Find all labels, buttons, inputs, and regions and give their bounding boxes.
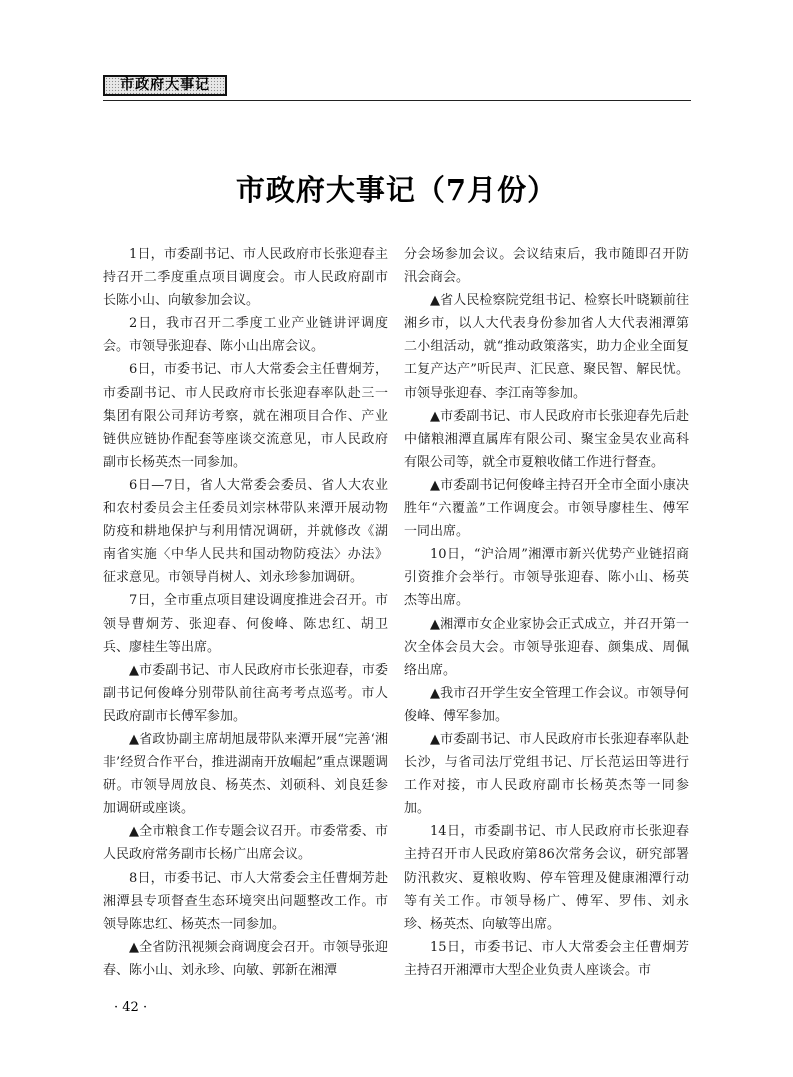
page-number: · 42 · bbox=[114, 1000, 148, 1015]
paragraph: ▲我市召开学生安全管理工作会议。市领导何俊峰、傅军参加。 bbox=[404, 685, 689, 724]
paragraph: ▲市委副书记、市人民政府市长张迎春率队赴长沙，与省司法厅党组书记、厅长范运田等进行工作对接，市人民政府副市长杨英杰等一同参加。 bbox=[404, 731, 689, 817]
paragraph: 6日，市委书记、市人大常委会主任曹炯芳，市委副书记、市人民政府市长张迎春率队赴三一集团有限公司拜访考察，就在湘项目合作、产业链供应链协作配套等座谈交流意见，市人民政府副市长杨英杰一同参加。 bbox=[103, 362, 388, 470]
paragraph: 8日，市委书记、市人大常委会主任曹炯芳赴湘潭县专项督查生态环境突出问题整改工作。市领导陈忠红、杨英杰一同参加。 bbox=[103, 870, 388, 932]
section-header-bar bbox=[103, 72, 691, 101]
right-column bbox=[404, 243, 689, 982]
paragraph: ▲湘潭市女企业家协会正式成立，并召开第一次全体会员大会。市领导张迎春、颜集成、周佩络出席。 bbox=[404, 616, 689, 678]
paragraph: 2日，我市召开二季度工业产业链讲评调度会。市领导张迎春、陈小山出席会议。 bbox=[103, 316, 388, 355]
paragraph: 1日，市委副书记、市人民政府市长张迎春主持召开二季度重点项目调度会。市人民政府副市长陈小山、向敏参加会议。 bbox=[103, 247, 388, 309]
section-tag: 市政府大事记 bbox=[103, 75, 227, 96]
paragraph: 6日—7日，省人大常委会委员、省人大农业和农村委员会主任委员刘宗林带队来潭开展动物防疫和耕地保护与利用情况调研，并就修改《湖南省实施〈中华人民共和国动物防疫法〉办法》征求意见。市领导肖树人、刘永珍参加调研。 bbox=[103, 477, 388, 586]
paragraph: ▲市委副书记、市人民政府市长张迎春先后赴中储粮湘潭直属库有限公司、聚宝金昊农业高科有限公司等，就全市夏粮收储工作进行督查。 bbox=[404, 408, 689, 470]
page-title: 市政府大事记（7月份） bbox=[235, 173, 558, 207]
paragraph: 7日，全市重点项目建设调度推进会召开。市领导曹炯芳、张迎春、何俊峰、陈忠红、胡卫兵、廖桂生等出席。 bbox=[103, 593, 388, 655]
left-column bbox=[103, 243, 388, 982]
paragraph: 14日，市委副书记、市人民政府市长张迎春主持召开市人民政府第86次常务会议，研究部署防汛救灾、夏粮收购、停车管理及健康湘潭行动等有关工作。市领导杨广、傅军、罗伟、刘永珍、杨英杰、向敏等出席。 bbox=[404, 824, 689, 932]
paragraph: ▲市委副书记何俊峰主持召开全市全面小康决胜年“六覆盖”工作调度会。市领导廖桂生、傅军一同出席。 bbox=[404, 477, 689, 540]
paragraph: ▲全省防汛视频会商调度会召开。市领导张迎春、陈小山、刘永珍、向敏、郭新在湘潭 bbox=[103, 939, 388, 978]
paragraph: ▲省人民检察院党组书记、检察长叶晓颖前往湘乡市，以人大代表身份参加省人大代表湘潭第二小组活动，就“推动政策落实，助力企业全面复工复产达产”听民声、汇民意、聚民智、解民忧。市领导张迎春、李江南等参加。 bbox=[404, 293, 689, 401]
paragraph: ▲全市粮食工作专题会议召开。市委常委、市人民政府常务副市长杨广出席会议。 bbox=[103, 824, 388, 863]
paragraph: 10日，“沪洽周”湘潭市新兴优势产业链招商引资推介会举行。市领导张迎春、陈小山、杨英杰等出席。 bbox=[404, 547, 689, 609]
paragraph: ▲市委副书记、市人民政府市长张迎春，市委副书记何俊峰分别带队前往高考考点巡考。市人民政府副市长傅军参加。 bbox=[103, 662, 388, 724]
paragraph: 15日，市委书记、市人大常委会主任曹炯芳主持召开湘潭市大型企业负责人座谈会。市 bbox=[404, 939, 689, 978]
paragraph-continued: 分会场参加会议。会议结束后，我市随即召开防汛会商会。 bbox=[404, 247, 689, 286]
paragraph: ▲省政协副主席胡旭晟带队来潭开展“完善‘湘非’经贸合作平台，推进湖南开放崛起”重点课题调研。市领导周放良、杨英杰、刘硕科、刘良廷参加调研或座谈。 bbox=[103, 731, 388, 817]
